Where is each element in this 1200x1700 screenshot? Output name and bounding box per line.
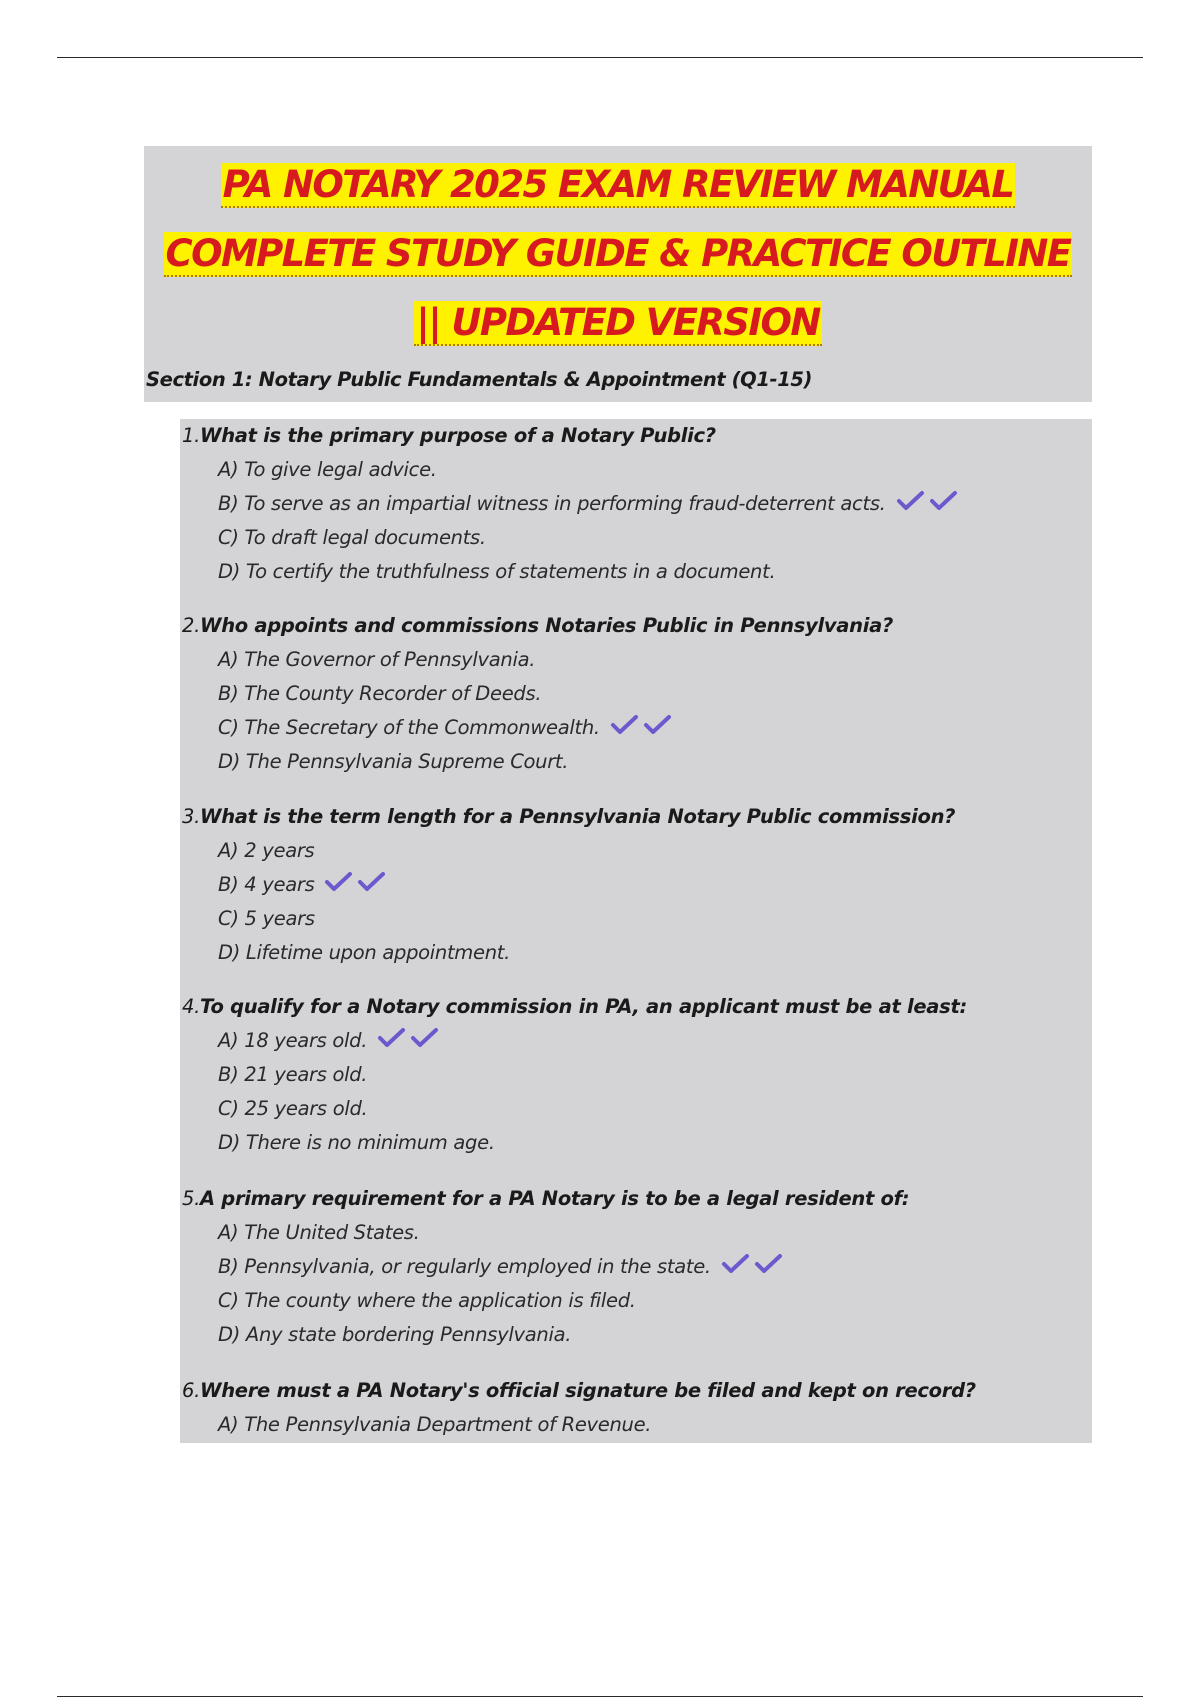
double-check-icon (324, 869, 386, 903)
option-d (180, 936, 1080, 970)
question-number: 2. (181, 614, 200, 637)
double-check-icon (896, 488, 958, 522)
question-text: To qualify for a Notary commission in PA, an applicant must be at least: (200, 995, 967, 1018)
option-a (180, 1408, 1080, 1442)
option-d (180, 555, 1080, 589)
option-text: D) Any state bordering Pennsylvania. (218, 1323, 572, 1346)
option-d (180, 1126, 1080, 1160)
option-c (180, 902, 1080, 936)
question-list (180, 419, 1092, 1443)
question-number: 1. (181, 424, 200, 447)
question-text: Who appoints and commissions Notaries Public in Pennsylvania? (200, 614, 893, 637)
question-text: What is the term length for a Pennsylvania Notary Public commission? (200, 805, 956, 828)
option-text: B) Pennsylvania, or regularly employed in the state. (218, 1255, 711, 1278)
title-block (144, 146, 1092, 402)
option-text: B) 21 years old. (218, 1063, 368, 1086)
option-c (180, 1284, 1080, 1318)
option-a (180, 643, 1080, 677)
section-heading: Section 1: Notary Public Fundamentals & Appointment (Q1-15) (146, 368, 813, 391)
option-text: C) 25 years old. (218, 1097, 368, 1120)
question-text: What is the primary purpose of a Notary Public? (200, 424, 716, 447)
document-title (144, 146, 1092, 357)
option-text: A) The Governor of Pennsylvania. (218, 648, 536, 671)
question-text: A primary requirement for a PA Notary is to be a legal resident of: (200, 1187, 910, 1210)
option-text: A) 18 years old. (218, 1029, 368, 1052)
question-6 (180, 1374, 1080, 1442)
question-stem (180, 1374, 1080, 1408)
option-text: D) The Pennsylvania Supreme Court. (218, 750, 569, 773)
question-5 (180, 1182, 1080, 1352)
option-text: C) The county where the application is filed. (218, 1289, 636, 1312)
question-1 (180, 419, 1080, 589)
option-text: B) To serve as an impartial witness in performing fraud-deterrent acts. (218, 492, 886, 515)
option-text: C) The Secretary of the Commonwealth. (218, 716, 600, 739)
question-stem (180, 1182, 1080, 1216)
option-c (180, 521, 1080, 555)
question-text: Where must a PA Notary's official signature be filed and kept on record? (200, 1379, 976, 1402)
double-check-icon (721, 1251, 783, 1285)
option-d (180, 745, 1080, 779)
question-number: 5. (181, 1187, 200, 1210)
option-text: D) Lifetime upon appointment. (218, 941, 510, 964)
question-stem (180, 800, 1080, 834)
option-text: C) To draft legal documents. (218, 526, 486, 549)
option-text: A) 2 years (218, 839, 315, 862)
question-2 (180, 609, 1080, 779)
title-line-1: PA NOTARY 2025 EXAM REVIEW MANUAL (222, 163, 1014, 206)
option-a (180, 834, 1080, 868)
question-4 (180, 990, 1080, 1160)
option-text: B) 4 years (218, 873, 315, 896)
option-text: B) The County Recorder of Deeds. (218, 682, 542, 705)
option-text: D) To certify the truthfulness of statements in a document. (218, 560, 776, 583)
double-check-icon (610, 712, 672, 746)
question-number: 3. (181, 805, 200, 828)
bottom-rule (57, 1696, 1143, 1697)
option-c (180, 711, 1080, 745)
option-b (180, 487, 1080, 521)
option-b (180, 677, 1080, 711)
option-c (180, 1092, 1080, 1126)
question-number: 4. (181, 995, 200, 1018)
double-check-icon (377, 1025, 439, 1059)
question-stem (180, 990, 1080, 1024)
question-number: 6. (181, 1379, 200, 1402)
title-line-2: COMPLETE STUDY GUIDE & PRACTICE OUTLINE (165, 232, 1071, 275)
option-text: A) To give legal advice. (218, 458, 437, 481)
option-text: C) 5 years (218, 907, 315, 930)
option-a (180, 1216, 1080, 1250)
option-text: A) The Pennsylvania Department of Revenue. (218, 1413, 652, 1436)
question-stem (180, 419, 1080, 453)
option-b (180, 1058, 1080, 1092)
title-line-3: || UPDATED VERSION (416, 301, 820, 344)
option-text: D) There is no minimum age. (218, 1131, 495, 1154)
question-stem (180, 609, 1080, 643)
option-d (180, 1318, 1080, 1352)
option-a (180, 453, 1080, 487)
option-b (180, 868, 1080, 902)
top-rule (57, 57, 1143, 58)
option-a (180, 1024, 1080, 1058)
question-3 (180, 800, 1080, 970)
option-text: A) The United States. (218, 1221, 420, 1244)
option-b (180, 1250, 1080, 1284)
